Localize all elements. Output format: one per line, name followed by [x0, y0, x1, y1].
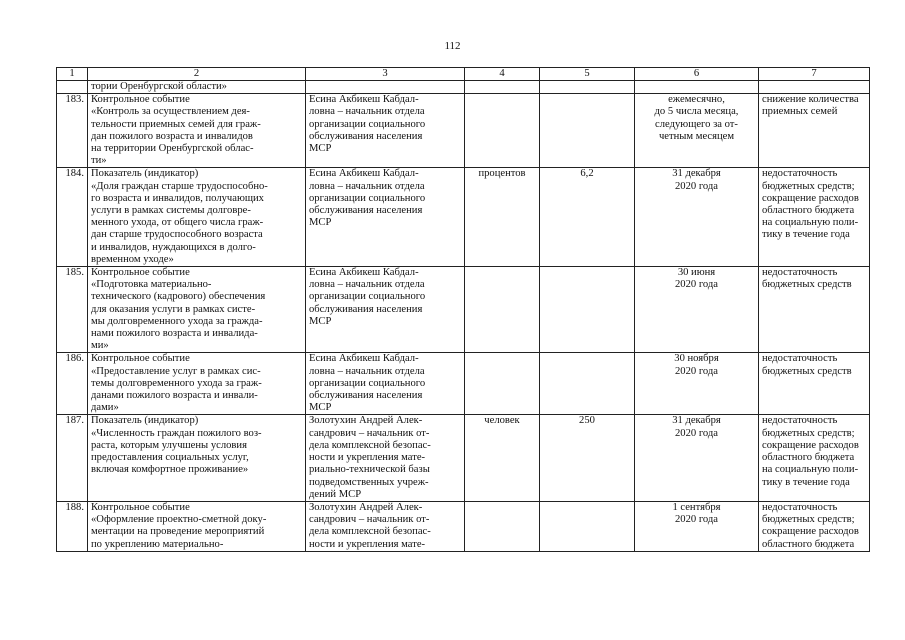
cell-line: данами пожилого возраста и инвали-	[91, 390, 258, 402]
cell-line: сокращение расходов	[762, 526, 859, 538]
table-row	[57, 267, 870, 353]
cell-line: областного бюджета	[762, 205, 855, 217]
cell-line: дан старше трудоспособного возраста	[91, 229, 263, 241]
cell-line: Контрольное событие	[91, 267, 190, 279]
unit-cell	[465, 81, 540, 94]
plan-table	[56, 67, 870, 552]
responsible-cell	[306, 415, 465, 501]
cell-line: тельности приемных семей для граж-	[91, 118, 261, 130]
cell-line: «Подготовка материально-	[91, 279, 212, 291]
cell-line: предоставления социальных услуг,	[91, 452, 249, 464]
cell-line: МСР	[309, 217, 332, 229]
cell-line: организации социального	[309, 377, 426, 389]
cell-line: 2020 года	[674, 514, 718, 526]
cell-line: ности и укрепления мате-	[309, 452, 426, 464]
cell-line: 2020 года	[674, 365, 718, 377]
description-cell	[88, 168, 306, 267]
description-cell	[88, 81, 306, 94]
cell-line: бюджетных средств;	[762, 427, 855, 439]
cell-line: 2020 года	[674, 180, 718, 192]
cell-line: «Оформление проектно-сметной доку-	[91, 514, 267, 526]
table-body	[57, 68, 870, 552]
cell-line: областного бюджета	[762, 452, 855, 464]
unit-cell: процентов	[465, 168, 540, 267]
unit-cell	[465, 353, 540, 415]
cell-line: риально-технической базы	[309, 464, 430, 476]
cell-line: «Доля граждан старше трудоспособно-	[91, 180, 268, 192]
value-cell	[540, 94, 635, 168]
cell-line: ментации на проведение мероприятий	[91, 526, 265, 538]
cell-line: дений МСР	[309, 488, 362, 500]
cell-line: мы долговременного ухода за гражда-	[91, 315, 263, 327]
cell-line: ловна – начальник отдела	[309, 180, 425, 192]
cell-line: го возраста и инвалидов, получающих	[91, 192, 264, 204]
cell-line: до 5 числа месяца,	[654, 106, 739, 118]
responsible-cell	[306, 81, 465, 94]
cell-line: услуги в рамках системы долговре-	[91, 205, 251, 217]
cell-line: обслуживания населения	[309, 130, 423, 142]
cell-line: Золотухин Андрей Алек-	[309, 415, 423, 427]
unit-cell: человек	[465, 415, 540, 501]
cell-line: ти»	[91, 155, 107, 167]
cell-line: ловна – начальник отдела	[309, 279, 425, 291]
description-cell	[88, 415, 306, 501]
cell-line: недостаточность	[762, 501, 838, 513]
cell-line: на социальную поли-	[762, 464, 859, 476]
risk-cell	[759, 94, 870, 168]
cell-line: тории Оренбургской области»	[91, 81, 227, 92]
cell-line: организации социального	[309, 192, 426, 204]
cell-line: недостаточность	[762, 267, 838, 279]
column-number-row	[57, 68, 870, 81]
cell-line: сандрович – начальник от-	[309, 514, 430, 526]
risk-cell	[759, 168, 870, 267]
cell-line: МСР	[309, 402, 332, 414]
responsible-cell	[306, 501, 465, 551]
cell-line: обслуживания населения	[309, 303, 423, 315]
cell-line: «Контроль за осуществлением дея-	[91, 106, 250, 118]
risk-cell	[759, 415, 870, 501]
cell-line: ловна – начальник отдела	[309, 365, 425, 377]
table-row	[57, 415, 870, 501]
cell-line: организации социального	[309, 291, 426, 303]
row-number-cell: 185.	[57, 267, 88, 353]
column-number: 5	[540, 68, 635, 81]
deadline-cell	[635, 94, 759, 168]
deadline-cell	[635, 168, 759, 267]
cell-line: тику в течение года	[762, 229, 850, 241]
cell-line: Контрольное событие	[91, 353, 190, 365]
cell-line: следующего за от-	[655, 118, 738, 130]
cell-line: тику в течение года	[762, 476, 850, 488]
cell-line: Золотухин Андрей Алек-	[309, 501, 423, 513]
row-number-cell: 183.	[57, 94, 88, 168]
cell-line: Показатель (индикатор)	[91, 168, 199, 180]
row-number-cell: 188.	[57, 501, 88, 551]
cell-line: временном уходе»	[91, 253, 174, 265]
cell-line: Есина Акбикеш Кабдал-	[309, 353, 419, 365]
column-number: 2	[88, 68, 306, 81]
unit-cell	[465, 267, 540, 353]
responsible-cell	[306, 168, 465, 267]
cell-line: дами»	[91, 402, 119, 414]
row-number-cell: 186.	[57, 353, 88, 415]
cell-line: МСР	[309, 143, 332, 155]
cell-line: ловна – начальник отдела	[309, 106, 425, 118]
cell-line: недостаточность	[762, 168, 838, 180]
cell-line: Показатель (индикатор)	[91, 415, 199, 427]
risk-cell	[759, 353, 870, 415]
cell-line: ежемесячно,	[668, 94, 725, 106]
table-row	[57, 94, 870, 168]
cell-line: Есина Акбикеш Кабдал-	[309, 267, 419, 279]
column-number: 7	[759, 68, 870, 81]
cell-line: сокращение расходов	[762, 439, 859, 451]
cell-line: Контрольное событие	[91, 501, 190, 513]
cell-line: 2020 года	[674, 427, 718, 439]
cell-line: «Предоставление услуг в рамках сис-	[91, 365, 261, 377]
cell-line: 1 сентября	[672, 501, 721, 513]
continuation-row	[57, 81, 870, 94]
cell-line: дела комплексной безопас-	[309, 439, 431, 451]
deadline-cell	[635, 353, 759, 415]
cell-line: дан пожилого возраста и инвалидов	[91, 130, 253, 142]
cell-line: 31 декабря	[672, 415, 721, 427]
column-number: 6	[635, 68, 759, 81]
value-cell	[540, 353, 635, 415]
value-cell: 6,2	[540, 168, 635, 267]
cell-line: менного ухода, от общего числа граж-	[91, 217, 264, 229]
cell-line: недостаточность	[762, 353, 838, 365]
responsible-cell	[306, 353, 465, 415]
cell-line: 30 ноября	[674, 353, 719, 365]
cell-line: сандрович – начальник от-	[309, 427, 430, 439]
risk-cell	[759, 81, 870, 94]
cell-line: приемных семей	[762, 106, 838, 118]
column-number: 4	[465, 68, 540, 81]
cell-line: обслуживания населения	[309, 390, 423, 402]
cell-line: включая комфортное проживание»	[91, 464, 249, 476]
cell-line: бюджетных средств	[762, 365, 852, 377]
cell-line: ности и укрепления мате-	[309, 538, 426, 550]
cell-line: и инвалидов, нуждающихся в долго-	[91, 241, 256, 253]
row-number-cell: 187.	[57, 415, 88, 501]
description-cell	[88, 501, 306, 551]
cell-line: Есина Акбикеш Кабдал-	[309, 94, 419, 106]
description-cell	[88, 267, 306, 353]
cell-line: темы долговременного ухода за граж-	[91, 377, 262, 389]
cell-line: МСР	[309, 315, 332, 327]
cell-line: 30 июня	[677, 267, 716, 279]
cell-line: для оказания услуги в рамках систе-	[91, 303, 256, 315]
table-row	[57, 501, 870, 551]
cell-line: четным месяцем	[658, 130, 735, 142]
description-cell	[88, 353, 306, 415]
cell-line: бюджетных средств;	[762, 514, 855, 526]
row-number-cell	[57, 81, 88, 94]
risk-cell	[759, 267, 870, 353]
cell-line: нами пожилого возраста и инвалида-	[91, 328, 258, 340]
cell-line: подведомственных учреж-	[309, 476, 429, 488]
deadline-cell	[635, 267, 759, 353]
responsible-cell	[306, 94, 465, 168]
cell-line: на территории Оренбургской облас-	[91, 143, 254, 155]
cell-line: дела комплексной безопас-	[309, 526, 431, 538]
deadline-cell	[635, 415, 759, 501]
table-row	[57, 168, 870, 267]
value-cell	[540, 81, 635, 94]
responsible-cell	[306, 267, 465, 353]
cell-line: технического (кадрового) обеспечения	[91, 291, 266, 303]
cell-line: бюджетных средств;	[762, 180, 855, 192]
cell-line: раста, которым улучшены условия	[91, 439, 247, 451]
cell-line: обслуживания населения	[309, 205, 423, 217]
cell-line: ми»	[91, 340, 109, 352]
description-cell	[88, 94, 306, 168]
value-cell	[540, 501, 635, 551]
cell-line: Контрольное событие	[91, 94, 190, 106]
column-number: 1	[57, 68, 88, 81]
unit-cell	[465, 501, 540, 551]
value-cell	[540, 267, 635, 353]
cell-line: недостаточность	[762, 415, 838, 427]
column-number: 3	[306, 68, 465, 81]
cell-line: организации социального	[309, 118, 426, 130]
cell-line: областного бюджета	[762, 538, 855, 550]
unit-cell	[465, 94, 540, 168]
cell-line: «Численность граждан пожилого воз-	[91, 427, 262, 439]
deadline-cell	[635, 81, 759, 94]
cell-line: сокращение расходов	[762, 192, 859, 204]
cell-line: бюджетных средств	[762, 279, 852, 291]
cell-line: Есина Акбикеш Кабдал-	[309, 168, 419, 180]
row-number-cell: 184.	[57, 168, 88, 267]
cell-line: по укреплению материально-	[91, 538, 224, 550]
page-number: 112	[444, 40, 461, 52]
cell-line: 2020 года	[674, 279, 718, 291]
cell-line: снижение количества	[762, 94, 859, 106]
table-row	[57, 353, 870, 415]
cell-line: 31 декабря	[672, 168, 721, 180]
risk-cell	[759, 501, 870, 551]
value-cell: 250	[540, 415, 635, 501]
cell-line: на социальную поли-	[762, 217, 859, 229]
deadline-cell	[635, 501, 759, 551]
